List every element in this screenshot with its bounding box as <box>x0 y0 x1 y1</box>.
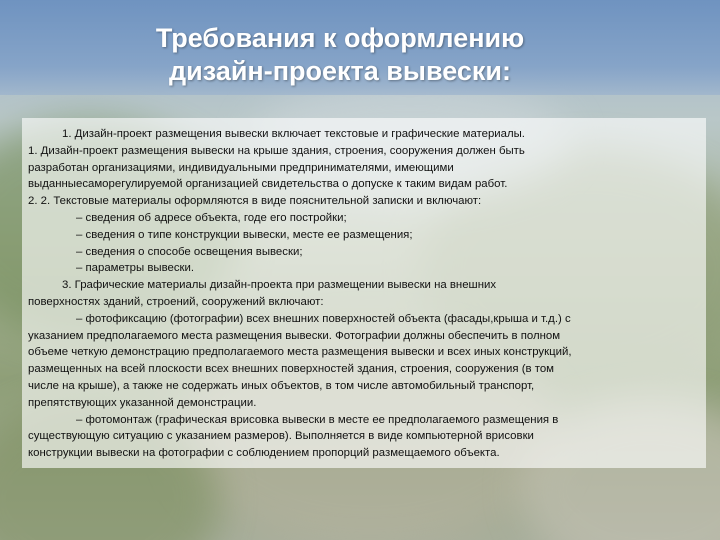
body-line: конструкции вывески на фотографии с соблюдением пропорций размещаемого объекта. <box>28 447 500 460</box>
body-line: объеме четкую демонстрацию предполагаемого места размещения вывески и всех иных конструкций, <box>28 346 572 359</box>
body-line: – сведения о типе конструкции вывески, месте ее размещения; <box>76 228 413 241</box>
body-line: препятствующих указанной демонстрации. <box>28 396 257 409</box>
body-line: выданныесаморегулируемой организацией свидетельства о допуске к таким видам работ. <box>28 178 508 191</box>
body-line: поверхностях зданий, строений, сооружений включают: <box>28 295 324 308</box>
body-line: 1. Дизайн-проект размещения вывески на крыше здания, строения, сооружения должен быть <box>28 144 525 157</box>
body-text <box>28 126 704 462</box>
body-line: существующую ситуацию с указанием размеров). Выполняется в виде компьютерной врисовки <box>28 430 534 443</box>
body-line: числе на крыше), а также не содержать иных объектов, в том числе автомобильный транспорт, <box>28 379 535 392</box>
body-line: 2. 2. Текстовые материалы оформляются в виде пояснительной записки и включают: <box>28 195 482 208</box>
body-line: разработан организациями, индивидуальными предпринимателями, имеющими <box>28 161 454 174</box>
body-line: – сведения об адресе объекта, годе его постройки; <box>76 211 347 224</box>
body-line: указанием предполагаемого места размещения вывески. Фотографии должны обеспечить в полном <box>28 329 561 342</box>
title-line-2: дизайн-проекта вывески: <box>169 56 511 86</box>
body-line: – сведения о способе освещения вывески; <box>76 245 303 258</box>
body-line: – параметры вывески. <box>76 262 195 275</box>
slide-title <box>0 22 680 88</box>
title-line-1: Требования к оформлению <box>155 23 525 53</box>
body-line: 1. Дизайн-проект размещения вывески включает текстовые и графические материалы. <box>62 128 525 140</box>
body-line: 3. Графические материалы дизайн-проекта при размещении вывески на внешних <box>62 279 497 292</box>
body-line: – фотофиксацию (фотографии) всех внешних поверхностей объекта (фасады,крыша и т.д.) с <box>76 312 571 325</box>
body-line: размещенных на всей плоскости всех внешних поверхностей здания, строения, сооружения (в том <box>28 363 554 376</box>
body-line: – фотомонтаж (графическая врисовка вывески в месте ее предполагаемого размещения в <box>76 413 559 426</box>
